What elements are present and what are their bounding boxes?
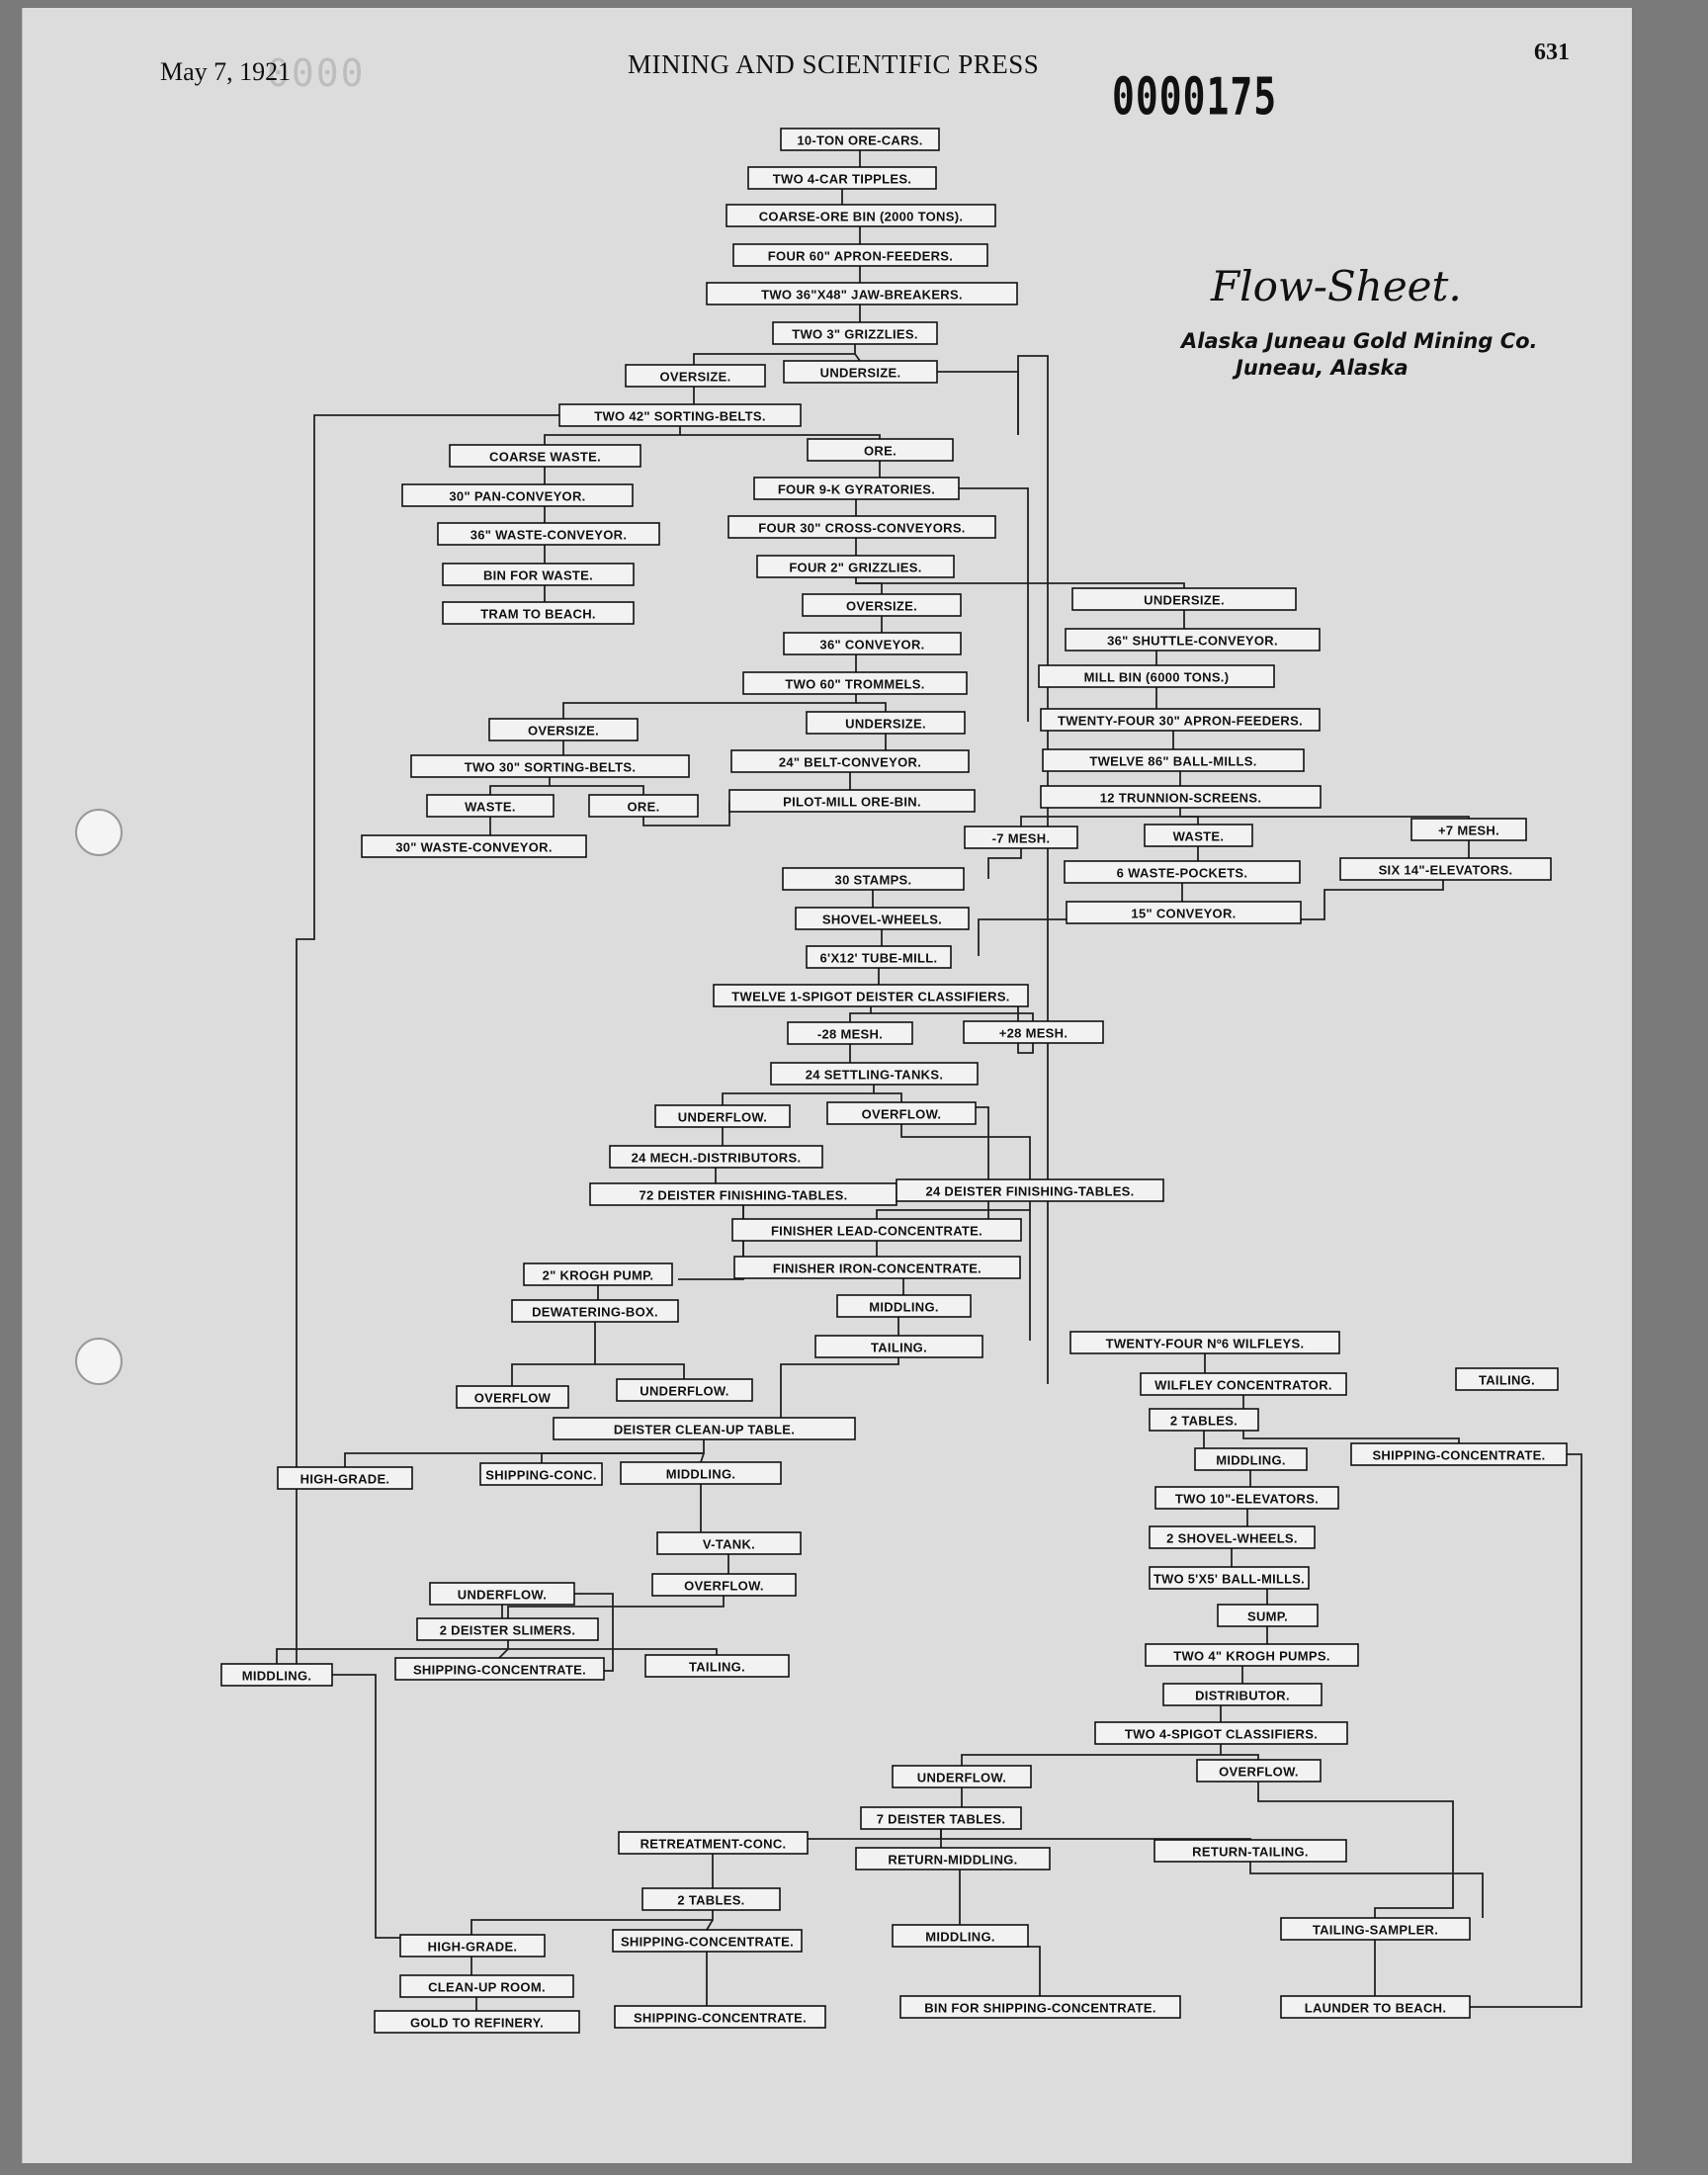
flow-box-label: TWO 4" KROGH PUMPS.	[1173, 1648, 1330, 1664]
flow-box-78	[1218, 1605, 1318, 1626]
flow-box-label: UNDERFLOW.	[677, 1109, 768, 1125]
flow-box-65	[1150, 1409, 1258, 1431]
flow-box-11	[402, 484, 633, 506]
flow-box-label: FOUR 9-K GYRATORIES.	[777, 481, 936, 497]
flow-connector-25	[856, 703, 886, 712]
flow-box-label: FOUR 60" APRON-FEEDERS.	[767, 248, 954, 264]
flow-box-49	[827, 1102, 976, 1124]
flow-box-label: 36" SHUTTLE-CONVEYOR.	[1107, 633, 1278, 649]
flow-box-label: TAILING.	[870, 1340, 928, 1355]
flow-box-37	[362, 835, 586, 857]
flow-box-92	[400, 1935, 545, 1957]
flow-box-label: TAILING.	[688, 1659, 746, 1675]
flow-box-31	[1145, 825, 1252, 846]
flow-box-54	[524, 1263, 672, 1285]
flow-box-label: ORE.	[627, 799, 660, 815]
flow-box-label: SUMP.	[1247, 1609, 1288, 1624]
flow-box-label: 2" KROGH PUMP.	[542, 1267, 654, 1283]
flow-box-26	[807, 712, 965, 734]
flow-box-label: OVERFLOW	[473, 1390, 552, 1406]
flow-box-label: FINISHER LEAD-CONCENTRATE.	[770, 1223, 983, 1239]
flow-box-label: TWO 10"-ELEVATORS.	[1174, 1491, 1320, 1507]
flow-box-label: V-TANK.	[702, 1536, 756, 1552]
flow-box-label: 24 MECH.-DISTRIBUTORS.	[631, 1150, 802, 1166]
flow-box-label: CLEAN-UP ROOM.	[428, 1979, 546, 1995]
flow-box-label: TWO 36"X48" JAW-BREAKERS.	[761, 287, 963, 303]
flow-box-label: 10-TON ORE-CARS.	[797, 132, 923, 148]
flow-box-52	[897, 1179, 1163, 1201]
flow-box-label: TAILING.	[1478, 1372, 1536, 1388]
flow-box-18	[803, 594, 961, 616]
flow-box-53	[732, 1219, 1021, 1241]
flow-boxes	[221, 129, 1567, 2033]
flow-box-label: FINISHER IRON-CONCENTRATE.	[772, 1261, 982, 1276]
flow-connector-67	[781, 1357, 898, 1418]
flow-box-label: TWO 4-SPIGOT CLASSIFIERS.	[1124, 1726, 1319, 1742]
flow-box-label: TWELVE 86" BALL-MILLS.	[1089, 753, 1257, 769]
flow-box-22	[743, 672, 967, 694]
flow-box-79	[221, 1664, 332, 1686]
flow-box-label: UNDERSIZE.	[845, 716, 926, 732]
flow-box-77	[417, 1618, 598, 1640]
flow-box-57	[837, 1295, 971, 1317]
flow-box-95	[1281, 1918, 1470, 1940]
flow-box-39	[1065, 861, 1300, 883]
flow-box-label: 30 STAMPS.	[834, 872, 912, 888]
flow-box-12	[754, 478, 959, 499]
flow-connector-71	[1243, 1431, 1459, 1443]
flow-box-label: OVERFLOW.	[684, 1578, 764, 1594]
flow-box-16	[757, 556, 954, 577]
flow-box-label: 72 DEISTER FINISHING-TABLES.	[639, 1187, 848, 1203]
flow-box-4	[707, 283, 1017, 304]
flow-connector-110	[929, 1107, 988, 1236]
flow-box-label: SHOVEL-WHEELS.	[821, 912, 943, 927]
flow-box-94	[893, 1925, 1028, 1947]
flow-box-34	[965, 826, 1077, 848]
flow-connector-30	[490, 777, 550, 795]
flow-box-24	[1041, 709, 1320, 731]
flow-box-label: SHIPPING-CONCENTRATE.	[412, 1662, 587, 1678]
flow-connector-84	[499, 1649, 508, 1658]
flow-connector-113	[332, 1675, 400, 1938]
flow-box-29	[731, 750, 969, 772]
flow-box-71	[1155, 1487, 1338, 1509]
flow-box-50	[610, 1146, 822, 1168]
flow-box-36	[1411, 819, 1526, 840]
flow-box-label: TWO 60" TROMMELS.	[785, 676, 925, 692]
flow-box-64	[554, 1418, 855, 1439]
flow-box-label: 2 TABLES.	[677, 1892, 745, 1908]
flow-box-45	[788, 1022, 912, 1044]
flow-connector-58	[678, 1205, 743, 1279]
flow-box-75	[652, 1574, 796, 1596]
flow-box-63	[1141, 1373, 1346, 1395]
flow-box-83	[1163, 1684, 1322, 1705]
flow-box-32	[589, 795, 698, 817]
flow-connector-6	[855, 354, 860, 361]
flow-connector-64	[512, 1322, 595, 1386]
flow-box-38	[783, 868, 964, 890]
flow-box-46	[964, 1021, 1103, 1043]
document-stamp-number: 0000175	[1112, 67, 1278, 127]
journal-title: MINING AND SCIENTIFIC PRESS	[628, 49, 1040, 79]
flow-connector-47	[850, 1006, 871, 1022]
flow-connector-31	[550, 786, 643, 795]
flow-box-19	[1072, 588, 1296, 610]
flow-box-93	[613, 1930, 802, 1952]
flow-box-label: DEISTER CLEAN-UP TABLE.	[613, 1422, 796, 1437]
flow-box-label: MILL BIN (6000 TONS.)	[1083, 669, 1230, 685]
flow-box-label: BIN FOR WASTE.	[482, 567, 594, 583]
flow-box-14	[728, 516, 995, 538]
flow-box-6	[626, 365, 765, 387]
flow-box-label: 2 SHOVEL-WHEELS.	[1166, 1530, 1298, 1546]
flow-box-label: TAILING-SAMPLER.	[1312, 1922, 1439, 1938]
flow-box-label: MIDDLING.	[869, 1299, 939, 1315]
flow-box-label: 36" CONVEYOR.	[819, 637, 925, 652]
flow-box-41	[796, 908, 969, 929]
flow-box-label: BIN FOR SHIPPING-CONCENTRATE.	[924, 2000, 1156, 2016]
flow-box-label: TWENTY-FOUR Nº6 WILFLEYS.	[1105, 1336, 1305, 1351]
flow-connector-99	[707, 1920, 713, 1930]
flow-box-7	[784, 361, 937, 383]
flow-box-label: RETURN-MIDDLING.	[888, 1852, 1018, 1868]
flow-connector-39	[988, 848, 1021, 879]
flow-box-51	[590, 1183, 897, 1205]
flow-connector-8	[937, 372, 1018, 435]
faded-stamp: 0000	[267, 51, 366, 95]
flow-box-90	[1154, 1840, 1346, 1862]
flow-box-66	[278, 1467, 412, 1489]
flow-box-label: 24 SETTLING-TANKS.	[805, 1067, 944, 1083]
flow-box-67	[480, 1463, 602, 1485]
flow-box-label: 6'X12' TUBE-MILL.	[819, 950, 938, 966]
flow-box-59	[1070, 1332, 1339, 1353]
flow-connector-9	[545, 426, 680, 445]
flow-box-2	[726, 205, 995, 226]
flow-box-33	[729, 790, 975, 812]
flow-box-27	[411, 755, 689, 777]
flow-box-label: SHIPPING-CONC.	[485, 1467, 597, 1483]
flow-box-85	[893, 1766, 1031, 1787]
flow-box-label: PILOT-MILL ORE-BIN.	[783, 794, 921, 810]
flow-box-74	[430, 1583, 574, 1605]
flow-box-label: TWO 30" SORTING-BELTS.	[464, 759, 637, 775]
flow-box-label: +7 MESH.	[1437, 823, 1500, 838]
flow-box-label: OVERFLOW.	[861, 1106, 942, 1122]
flow-box-61	[457, 1386, 568, 1408]
flow-box-label: 2 DEISTER SLIMERS.	[439, 1622, 576, 1638]
flow-box-72	[657, 1532, 801, 1554]
flow-box-label: SHIPPING-CONCENTRATE.	[620, 1934, 795, 1950]
flow-box-label: 2 TABLES.	[1169, 1413, 1238, 1429]
flow-box-label: TWO 4-CAR TIPPLES.	[772, 171, 912, 187]
flow-box-label: TRAM TO BEACH.	[480, 606, 596, 622]
flow-connector-111	[1470, 1454, 1581, 2007]
flow-box-5	[773, 322, 937, 344]
flow-box-label: HIGH-GRADE.	[299, 1471, 390, 1487]
page-number: 631	[1534, 40, 1570, 65]
flow-box-28	[1043, 749, 1304, 771]
flow-box-label: FOUR 2" GRIZZLIES.	[789, 560, 922, 575]
flow-box-98	[615, 2006, 825, 2028]
flow-box-48	[655, 1105, 790, 1127]
flow-box-label: DISTRIBUTOR.	[1195, 1688, 1290, 1703]
flow-box-label: GOLD TO REFINERY.	[409, 2015, 545, 2031]
flow-box-label: TWO 3" GRIZZLIES.	[792, 326, 918, 342]
flow-box-label: DEWATERING-BOX.	[532, 1304, 658, 1320]
flow-box-62	[617, 1379, 752, 1401]
flow-box-label: COARSE WASTE.	[489, 449, 601, 465]
flow-box-label: TWO 42" SORTING-BELTS.	[594, 408, 766, 424]
flow-box-91	[642, 1888, 780, 1910]
flow-connector-89	[962, 1744, 1221, 1766]
flow-box-3	[733, 244, 987, 266]
flow-box-58	[815, 1336, 982, 1357]
flow-box-21	[1066, 629, 1320, 651]
flow-box-25	[489, 719, 638, 740]
flow-box-label: 24 DEISTER FINISHING-TABLES.	[925, 1183, 1135, 1199]
flow-connector-37	[1180, 817, 1198, 825]
flow-box-80	[395, 1658, 604, 1680]
flow-box-30	[1041, 786, 1321, 808]
flow-box-label: -28 MESH.	[816, 1026, 884, 1042]
flow-box-label: TWO 5'X5' BALL-MILLS.	[1153, 1571, 1305, 1587]
flow-box-label: 24" BELT-CONVEYOR.	[778, 754, 922, 770]
flow-connector-36	[1021, 808, 1180, 826]
flow-box-56	[512, 1300, 678, 1322]
flow-box-label: 6 WASTE-POCKETS.	[1116, 865, 1248, 881]
flow-connector-74	[701, 1453, 704, 1462]
flow-box-label: 7 DEISTER TABLES.	[876, 1811, 1006, 1827]
company-name: Alaska Juneau Gold Mining Co.	[1181, 329, 1538, 353]
flow-box-label: TWELVE 1-SPIGOT DEISTER CLASSIFIERS.	[731, 989, 1010, 1004]
flow-box-60	[1456, 1368, 1558, 1390]
flow-connector-95	[941, 1829, 1250, 1840]
flow-box-label: COARSE-ORE BIN (2000 TONS).	[758, 209, 964, 224]
flow-box-label: LAUNDER TO BEACH.	[1304, 2000, 1447, 2016]
flow-connector-52	[874, 1093, 901, 1102]
flow-connector-108	[1018, 356, 1048, 1384]
flow-box-label: 36" WASTE-CONVEYOR.	[470, 527, 628, 543]
flow-box-40	[1340, 858, 1551, 880]
flow-box-89	[856, 1848, 1050, 1870]
flow-box-0	[781, 129, 939, 150]
flow-box-82	[1146, 1644, 1358, 1666]
flow-box-label: OVERSIZE.	[845, 598, 918, 614]
flow-box-47	[771, 1063, 978, 1085]
flow-box-43	[807, 946, 951, 968]
flow-box-label: OVERSIZE.	[527, 723, 600, 739]
flow-box-label: UNDERFLOW.	[916, 1770, 1007, 1785]
flow-box-17	[443, 602, 634, 624]
flow-box-label: MIDDLING.	[241, 1668, 312, 1684]
flow-box-13	[438, 523, 659, 545]
flow-box-label: OVERFLOW.	[1219, 1764, 1299, 1780]
flow-box-76	[1150, 1567, 1309, 1589]
flow-connector-48	[871, 1013, 1033, 1021]
flow-box-88	[619, 1832, 808, 1854]
flow-connector-18	[856, 577, 882, 594]
flow-box-label: 15" CONVEYOR.	[1131, 906, 1237, 921]
flow-box-100	[1281, 1996, 1470, 2018]
flow-box-97	[375, 2011, 579, 2033]
flow-box-87	[861, 1807, 1021, 1829]
flow-box-label: MIDDLING.	[665, 1466, 736, 1482]
flow-box-68	[621, 1462, 781, 1484]
issue-date: May 7, 1921	[160, 57, 292, 86]
flow-box-label: SHIPPING-CONCENTRATE.	[633, 2010, 808, 2026]
flow-connector-97	[1250, 1862, 1483, 1918]
flow-box-15	[443, 564, 634, 585]
flow-box-label: 30" PAN-CONVEYOR.	[449, 488, 586, 504]
flow-connector-57	[877, 1201, 1030, 1219]
flow-box-label: SIX 14"-ELEVATORS.	[1378, 862, 1513, 878]
flow-box-9	[450, 445, 640, 467]
flow-box-96	[400, 1975, 573, 1997]
flow-box-label: TWENTY-FOUR 30" APRON-FEEDERS.	[1058, 713, 1303, 729]
flow-box-label: -7 MESH.	[991, 830, 1051, 846]
flow-box-69	[1195, 1448, 1307, 1470]
flow-connector-54	[901, 1124, 1030, 1179]
flow-box-label: MIDDLING.	[1216, 1452, 1286, 1468]
flow-box-label: UNDERSIZE.	[819, 365, 901, 381]
flow-box-8	[559, 404, 801, 426]
flow-box-81	[645, 1655, 789, 1677]
flow-box-label: SHIPPING-CONCENTRATE.	[1372, 1447, 1546, 1463]
flow-sheet-title: Flow-Sheet.	[1211, 262, 1462, 310]
flow-box-label: MIDDLING.	[925, 1929, 995, 1945]
flow-box-label: 12 TRUNNION-SCREENS.	[1099, 790, 1262, 806]
flow-box-label: OVERSIZE.	[659, 369, 731, 385]
flow-box-42	[1067, 902, 1301, 923]
flow-box-23	[1039, 665, 1274, 687]
flow-box-70	[1351, 1443, 1567, 1465]
flow-box-label: WASTE.	[1172, 828, 1225, 844]
flow-box-99	[900, 1996, 1180, 2018]
flow-box-label: UNDERFLOW.	[640, 1383, 729, 1399]
flow-box-label: UNDERFLOW.	[457, 1587, 548, 1603]
flow-box-label: FOUR 30" CROSS-CONVEYORS.	[758, 520, 966, 536]
company-location: Juneau, Alaska	[1236, 356, 1409, 380]
flow-box-label: WILFLEY CONCENTRATOR.	[1154, 1377, 1332, 1393]
flow-connector-104	[960, 1947, 1040, 1996]
flow-box-label: RETURN-TAILING.	[1192, 1844, 1309, 1860]
flow-box-label: RETREATMENT-CONC.	[640, 1836, 787, 1852]
flow-box-label: UNDERSIZE.	[1144, 592, 1225, 608]
flow-box-1	[748, 167, 936, 189]
flow-box-55	[734, 1257, 1020, 1278]
flow-box-44	[714, 985, 1028, 1006]
flow-box-86	[1197, 1760, 1321, 1782]
flow-connector-65	[595, 1364, 684, 1379]
flow-connector-106	[221, 755, 314, 1671]
flow-box-label: WASTE.	[465, 799, 516, 815]
flow-box-label: +28 MESH.	[998, 1025, 1068, 1041]
flow-box-35	[427, 795, 554, 817]
flow-box-20	[784, 633, 961, 654]
flow-box-73	[1150, 1526, 1315, 1548]
flow-box-10	[808, 439, 953, 461]
flow-box-label: 30" WASTE-CONVEYOR.	[395, 839, 553, 855]
flow-box-label: HIGH-GRADE.	[427, 1939, 518, 1955]
flow-box-label: ORE.	[864, 443, 897, 459]
flow-box-84	[1095, 1722, 1347, 1744]
